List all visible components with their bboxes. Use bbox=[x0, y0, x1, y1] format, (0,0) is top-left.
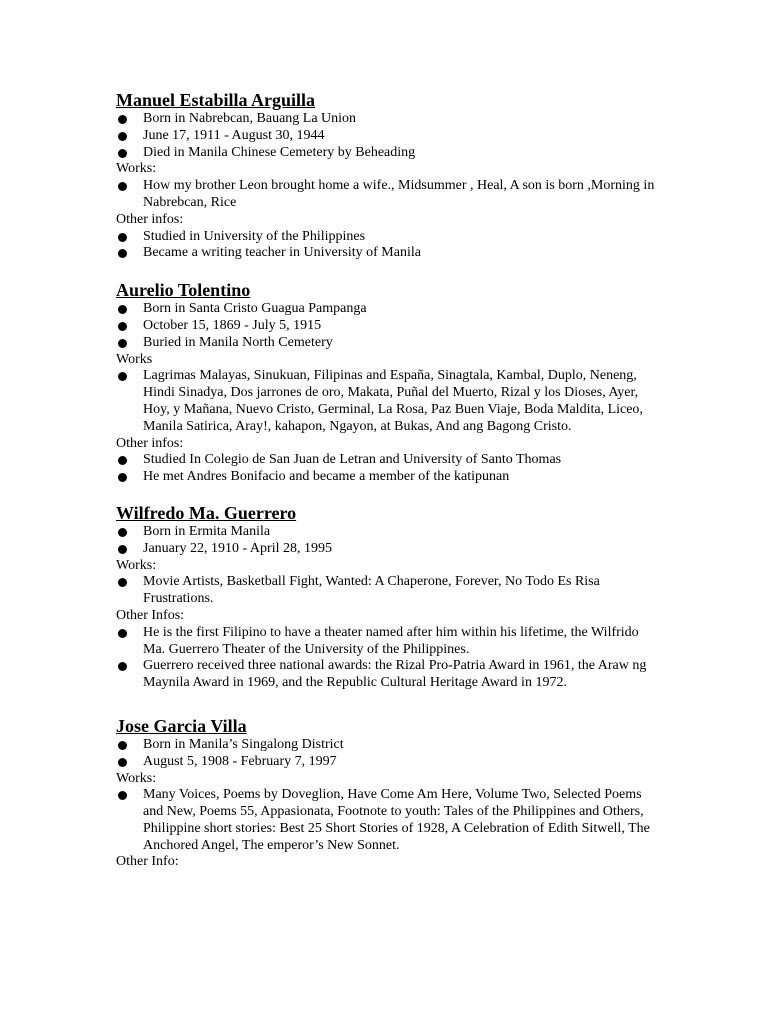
bullet-icon bbox=[118, 322, 127, 331]
list-item: October 15, 1869 - July 5, 1915 bbox=[116, 318, 656, 335]
list-item: January 22, 1910 - April 28, 1995 bbox=[116, 541, 656, 558]
other-infos-label: Other infos: bbox=[116, 435, 184, 451]
list-item: Born in Nabrebcan, Bauang La Union bbox=[116, 111, 656, 128]
works-list bbox=[116, 787, 656, 854]
bullet-icon bbox=[118, 629, 127, 638]
works-list bbox=[116, 368, 656, 435]
author-section bbox=[116, 279, 656, 486]
list-item: Born in Santa Cristo Guagua Pampanga bbox=[116, 301, 656, 318]
author-name: Wilfredo Ma. Guerrero bbox=[116, 502, 297, 523]
bullet-icon bbox=[118, 528, 127, 537]
list-item: Born in Manila’s Singalong District bbox=[116, 737, 656, 754]
list-item: August 5, 1908 - February 7, 1997 bbox=[116, 754, 656, 771]
list-item: Became a writing teacher in University of Manila bbox=[116, 245, 656, 262]
bullet-icon bbox=[118, 149, 127, 158]
other-infos-label: Other Infos: bbox=[116, 607, 185, 623]
bullet-icon bbox=[118, 791, 127, 800]
author-name: Jose Garcia Villa bbox=[116, 715, 247, 736]
other-infos-list bbox=[116, 229, 656, 263]
works-label: Works: bbox=[116, 557, 157, 573]
facts-list bbox=[116, 301, 656, 351]
list-item: He met Andres Bonifacio and became a member of the katipunan bbox=[116, 469, 656, 486]
other-infos-list bbox=[116, 452, 656, 486]
facts-list bbox=[116, 737, 656, 771]
facts-list bbox=[116, 524, 656, 558]
works-list bbox=[116, 574, 656, 608]
author-section bbox=[116, 715, 656, 871]
bullet-icon bbox=[118, 115, 127, 124]
bullet-icon bbox=[118, 662, 127, 671]
bullet-icon bbox=[118, 578, 127, 587]
list-item: How my brother Leon brought home a wife., Midsummer , Heal, A son is born ,Morning in Nabrebcan, Rice bbox=[116, 178, 656, 212]
list-item: Studied In Colegio de San Juan de Letran and University of Santo Thomas bbox=[116, 452, 656, 469]
author-section bbox=[116, 502, 656, 692]
author-section bbox=[116, 89, 656, 262]
other-infos-label: Other infos: bbox=[116, 211, 184, 227]
works-label: Works bbox=[116, 351, 153, 367]
list-item: Movie Artists, Basketball Fight, Wanted: A Chaperone, Forever, No Todo Es Risa Frustrations. bbox=[116, 574, 656, 608]
bullet-icon bbox=[118, 473, 127, 482]
works-label: Works: bbox=[116, 161, 157, 177]
list-item: He is the first Filipino to have a theater named after him within his lifetime, the Wilfrido Ma. Guerrero Theater of the University of the Philippines. bbox=[116, 625, 656, 659]
bullet-icon bbox=[118, 741, 127, 750]
list-item: Buried in Manila North Cemetery bbox=[116, 335, 656, 352]
bullet-icon bbox=[118, 182, 127, 191]
bullet-icon bbox=[118, 305, 127, 314]
works-list bbox=[116, 178, 656, 212]
list-item: Lagrimas Malayas, Sinukuan, Filipinas and España, Sinagtala, Kambal, Duplo, Neneng, Hindi Sinadya, Dos jarrones de oro, Makata, Puñal del Muerto, Rizal y los Dioses, Ayer, Hoy, y Mañana, Nuevo Cristo, Germinal, La Rosa, Paz Buen Viaje, Boda Maldita, Liceo, Manila Satirica, Aray!, kahapon, Ngayon, at Bukas, And ang Bagong Cristo. bbox=[116, 368, 656, 435]
list-item: Guerrero received three national awards: the Rizal Pro-Patria Award in 1961, the Araw ng Maynila Award in 1969, and the Republic Cultural Heritage Award in 1972. bbox=[116, 658, 656, 692]
bullet-icon bbox=[118, 249, 127, 258]
list-item: June 17, 1911 - August 30, 1944 bbox=[116, 128, 656, 145]
list-item: Many Voices, Poems by Doveglion, Have Come Am Here, Volume Two, Selected Poems and New, Poems 55, Appasionata, Footnote to youth: Tales of the Philippines and Others, Philippine short stories: Best 25 Short Stories of 1928, A Celebration of Edith Sitwell, The Anchored Angel, The emperor’s New Sonnet. bbox=[116, 787, 656, 854]
bullet-icon bbox=[118, 132, 127, 141]
bullet-icon bbox=[118, 233, 127, 242]
bullet-icon bbox=[118, 758, 127, 767]
bullet-icon bbox=[118, 372, 127, 381]
bullet-icon bbox=[118, 339, 127, 348]
bullet-icon bbox=[118, 456, 127, 465]
list-item: Died in Manila Chinese Cemetery by Beheading bbox=[116, 145, 656, 162]
author-name: Manuel Estabilla Arguilla bbox=[116, 90, 316, 110]
works-label: Works: bbox=[116, 770, 157, 786]
facts-list bbox=[116, 111, 656, 161]
bullet-icon bbox=[118, 545, 127, 554]
author-name: Aurelio Tolentino bbox=[116, 280, 251, 301]
list-item: Studied in University of the Philippines bbox=[116, 229, 656, 246]
other-infos-list bbox=[116, 625, 656, 692]
list-item: Born in Ermita Manila bbox=[116, 524, 656, 541]
other-infos-label: Other Info: bbox=[116, 854, 179, 870]
document-body bbox=[116, 89, 656, 871]
